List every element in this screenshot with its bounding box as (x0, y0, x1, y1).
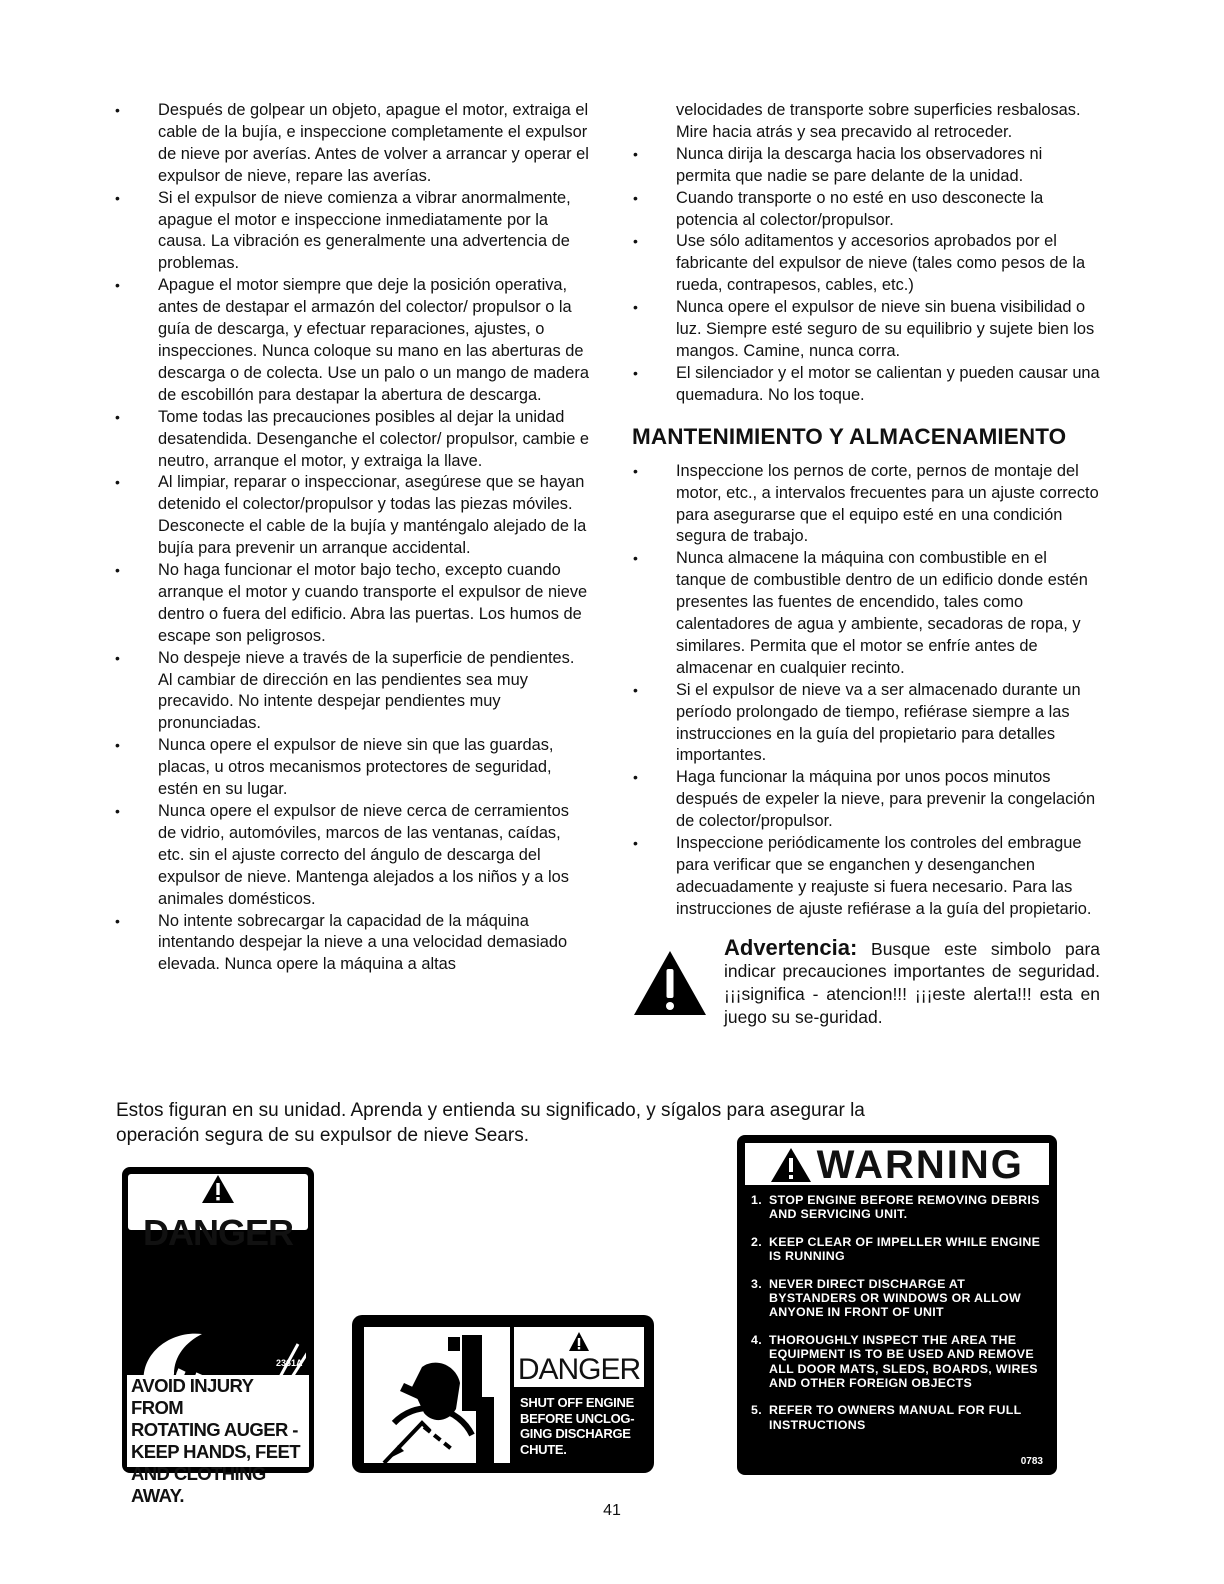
list-item: • Después de golpear un objeto, apague el motor, extraiga el cable de la bujía, e inspeccione completamente el expulsor de nieve por averías. Antes de volver a arrancar y operar el expulsor de nieve, repare las averías. (112, 100, 590, 188)
list-item: • No intente sobrecargar la capacidad de la máquina intentando despejar la nieve a una velocidad demasiado elevada. Nunca opere la máquina a altas (112, 911, 590, 977)
list-item: • Nunca opere el expulsor de nieve cerca de cerramientos de vidrio, automóviles, marcos de las ventanas, caídas, etc. sin el ajuste correcto del ángulo de descarga del expulsor de nieve. Mantenga alejados a los niños y a los animales domésticos. (112, 801, 590, 911)
list-item: 2. KEEP CLEAR OF IMPELLER WHILE ENGINE IS RUNNING (751, 1234, 1041, 1264)
warning-note (630, 934, 1100, 1028)
list-item: • Nunca opere el expulsor de nieve sin buena visibilidad o luz. Siempre esté seguro de su equilibrio y sujete bien los mangos. Camine, nunca corra. (630, 297, 1100, 363)
section-heading: MANTENIMIENTO Y ALMACENAMIENTO (632, 423, 1067, 449)
discharge-chute-hand-icon (364, 1327, 510, 1463)
label-code: 0783 (1020, 1456, 1043, 1467)
list-item: • Haga funcionar la máquina por unos pocos minutos después de expeler la nieve, para prevenir la congelación de colector/propulsor. (630, 767, 1100, 833)
warning-triangle-icon (770, 1147, 812, 1183)
page-number: 41 (603, 1502, 621, 1519)
warning-label (737, 1135, 1057, 1475)
list-item: • Nunca dirija la descarga hacia los observadores ni permita que nadie se pare delante de la unidad. (630, 144, 1100, 188)
warning-list (751, 1193, 1049, 1445)
danger-header (128, 1174, 308, 1253)
list-item: • El silenciador y el motor se calientan y pueden causar una quemadura. No los toque. (630, 363, 1100, 407)
list-item: • Si el expulsor de nieve va a ser almacenado durante un período prolongado de tiempo, refiérase siempre a las instrucciones en la guía del propietario para detalles importantes. (630, 680, 1100, 768)
list-item: • Inspeccione los pernos de corte, pernos de montaje del motor, etc., a intervalos frecuentes para un ajuste correcto para asegurarse que el equipo esté en una condición segura de trabajo. (630, 461, 1100, 549)
list-item: 4. THOROUGHLY INSPECT THE AREA THE EQUIPMENT IS TO BE USED AND REMOVE ALL DOOR MATS, SLEDS, BOARDS, WIRES AND OTHER FOREIGN OBJECTS (751, 1332, 1038, 1391)
danger-chute-label (352, 1315, 654, 1473)
list-item: • No despeje nieve a través de la superficie de pendientes. Al cambiar de dirección en las pendientes sea muy precavido. No intente despejar pendientes muy pronunciadas. (112, 648, 590, 736)
warning-header (745, 1143, 1049, 1185)
labels-intro: Estos figuran en su unidad. Aprenda y entienda su significado, y sígalos para asegurar la operación segura de su expulsor de nieve Sears. (116, 1100, 865, 1146)
list-item: 3. NEVER DIRECT DISCHARGE AT BYSTANDERS OR WINDOWS OR ALLOW ANYONE IN FRONT OF UNIT (751, 1276, 1021, 1320)
warning-triangle-icon (632, 949, 708, 1017)
list-item: 5. REFER TO OWNERS MANUAL FOR FULL INSTRUCTIONS (751, 1403, 1022, 1432)
maintenance-list (630, 461, 1100, 921)
list-item: • Al limpiar, reparar o inspeccionar, asegúrese que se hayan detenido el colector/propulsor y todas las piezas móviles. Desconecte el cable de la bujía y manténgalo alejado de la bujía para prevenir un arranque accidental. (112, 472, 590, 560)
label-code: 2361A (276, 1358, 303, 1368)
danger-auger-label (122, 1167, 314, 1506)
danger-title: DANGER (517, 1353, 641, 1386)
danger-title: DANGER (142, 1212, 293, 1253)
safety-list-right (630, 144, 1100, 407)
list-item: • Inspeccione periódicamente los controles del embrague para verificar que se enganchen y desenganchen adecuadamente y reajuste si fuera necesario. Para las instrucciones de ajuste refiérase a la guía del propietario. (630, 833, 1100, 921)
right-column (630, 100, 1100, 1028)
warning-title: Advertencia: (724, 934, 858, 960)
safety-list-left (112, 100, 590, 976)
list-item: • Si el expulsor de nieve comienza a vibrar anormalmente, apague el motor e inspeccione inmediatamente por la causa. La vibración es generalmente una advertencia de problemas. (112, 188, 590, 276)
warning-header-title: WARNING (816, 1143, 1024, 1187)
left-column (112, 100, 590, 976)
warning-triangle-icon (568, 1331, 590, 1353)
list-item: • Nunca opere el expulsor de nieve sin que las guardas, placas, u otros mecanismos protectores de seguridad, estén en su lugar. (112, 735, 590, 801)
continued-paragraph: velocidades de transporte sobre superficies resbalosas. Mire hacia atrás y sea precavido al retroceder. (676, 101, 1081, 141)
list-item: 1. STOP ENGINE BEFORE REMOVING DEBRIS AND SERVICING UNIT. (751, 1193, 1040, 1222)
warning-triangle-icon (201, 1174, 235, 1204)
danger-message: SHUT OFF ENGINE BEFORE UNCLOG- GING DISCHARGE CHUTE. (520, 1395, 635, 1457)
list-item: • No haga funcionar el motor bajo techo, excepto cuando arranque el motor y cuando transporte el expulsor de nieve dentro o fuera del edificio. Abra las puertas. Los humos de escape son peligrosos. (112, 560, 590, 648)
list-item: • Use sólo aditamentos y accesorios aprobados por el fabricante del expulsor de nieve (tales como pesos de la rueda, contrapesos, cables, etc.) (630, 231, 1100, 297)
danger-header (514, 1327, 644, 1387)
list-item: • Nunca almacene la máquina con combustible en el tanque de combustible dentro de un edificio donde estén presentes las fuentes de encendido, tales como calentadores de agua y ambiente, secadoras de ropa, y similares. Permita que el motor se enfríe antes de almacenar en cualquier recinto. (630, 548, 1100, 679)
list-item: • Cuando transporte o no esté en uso desconecte la potencia al colector/propulsor. (630, 188, 1100, 232)
list-item: • Apague el motor siempre que deje la posición operativa, antes de destapar el armazón del colector/ propulsor o la guía de descarga, y efectuar reparaciones, ajustes, o inspecciones. Nunca coloque su mano en las aberturas de descarga o de colecta. Use un palo o un mango de madera de escobillón para destapar la abertura de descarga. (112, 275, 590, 406)
warning-body: Busque este simbolo para indicar precauciones importantes de seguridad. ¡¡¡significa - atencion!!! ¡¡¡este alerta!!! esta en juego su se-guridad. (724, 938, 1100, 1027)
danger-message: AVOID INJURY FROM ROTATING AUGER - KEEP HANDS, FEET AND CLOTHING AWAY. (127, 1375, 309, 1467)
list-item: • Tome todas las precauciones posibles al dejar la unidad desatendida. Desenganche el colector/ propulsor, cambie e neutro, arranque el motor, y extraiga la llave. (112, 407, 590, 473)
